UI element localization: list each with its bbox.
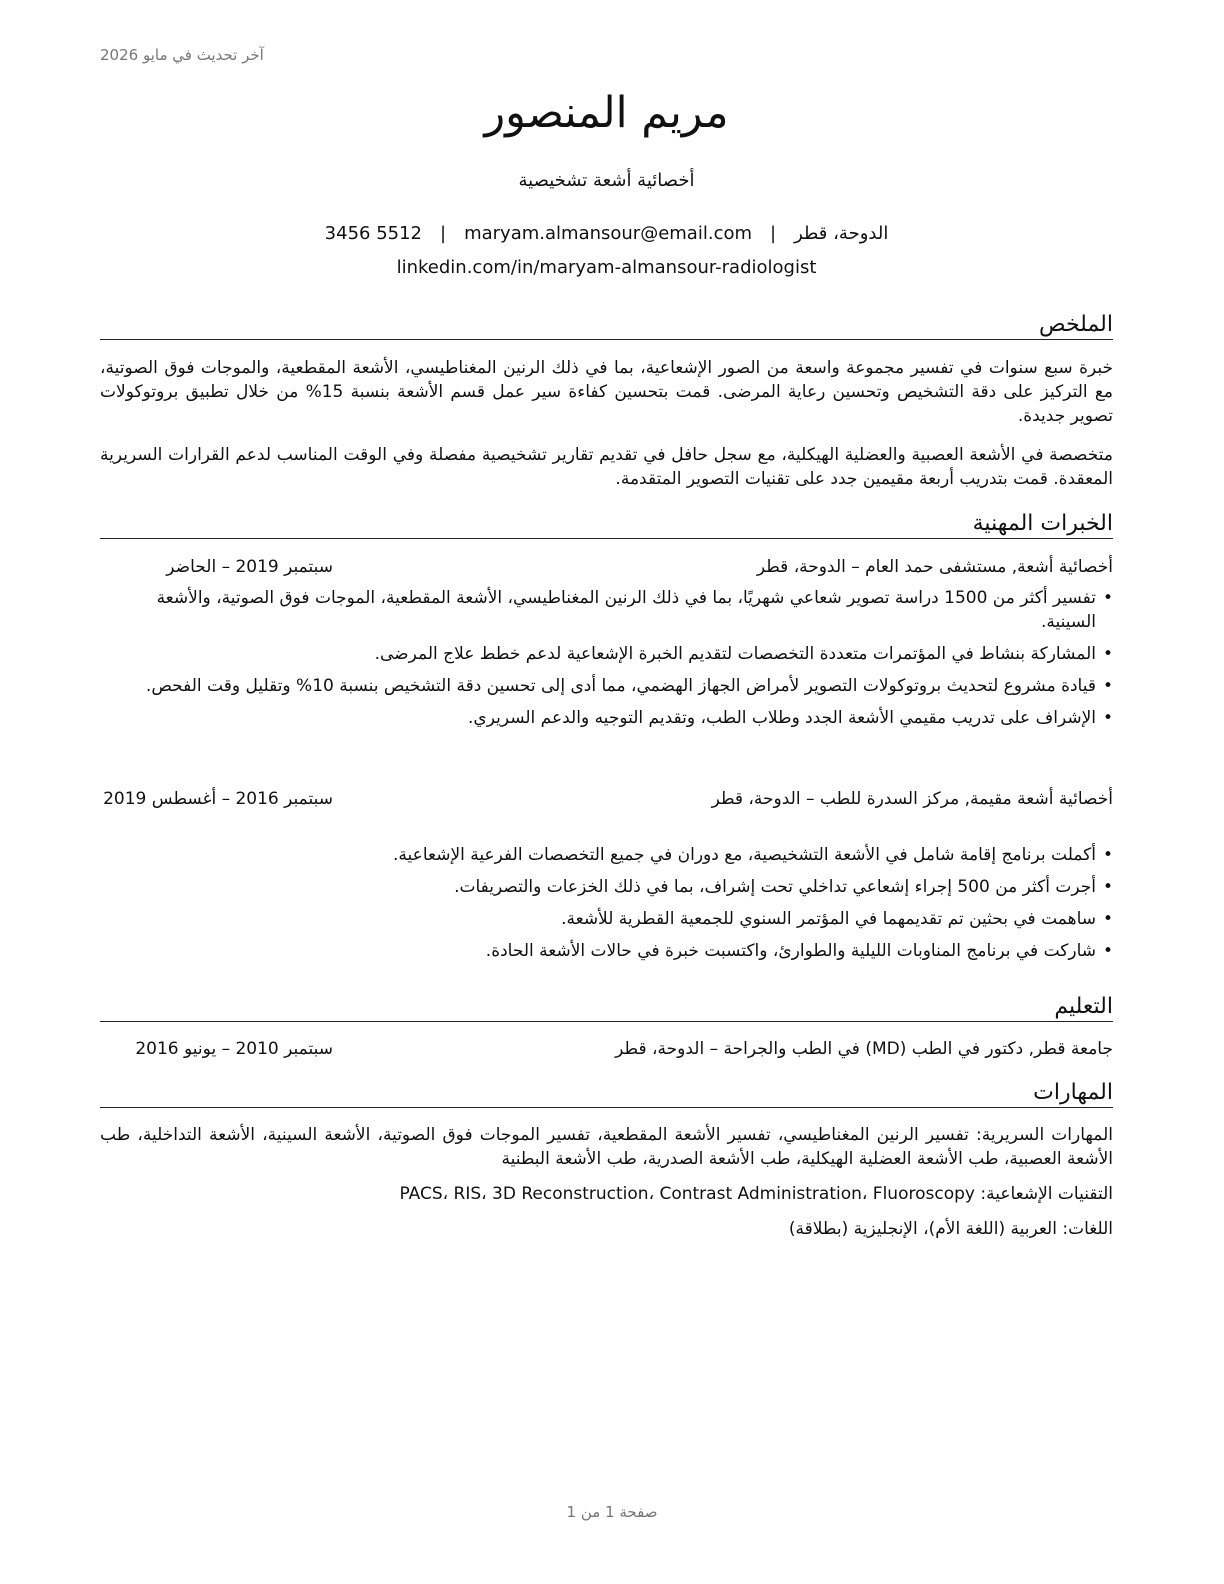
- email-link[interactable]: maryam.almansour@email.com: [464, 223, 753, 244]
- section-title-summary: الملخص: [100, 311, 1113, 340]
- list-item: • قيادة مشروع لتحديث بروتوكولات التصوير لأمراض الجهاز الهضمي، مما أدى إلى تحسين دقة التشخيص بنسبة 10% وتقليل وقت الفحص.: [100, 674, 1113, 698]
- skills-languages: اللغات: العربية (اللغة الأم)، الإنجليزية (بطلاقة): [788, 1219, 1113, 1239]
- section-title-skills: المهارات: [100, 1079, 1113, 1108]
- degree: جامعة قطر, دكتور في الطب (MD) في الطب والجراحة – الدوحة، قطر: [615, 1039, 1113, 1059]
- phone-number: 3456 5512: [324, 223, 423, 244]
- list-item: • شاركت في برنامج المناوبات الليلية والطوارئ، واكتسبت خبرة في حالات الأشعة الحادة.: [100, 939, 1113, 963]
- summary-paragraph-2: متخصصة في الأشعة العصبية والعضلية الهيكلية، مع سجل حافل في تقديم تقارير تشخيصية مفصلة وفي الوقت المناسب لدعم القرارات السريرية المعقدة. قمت بتدريب أربعة مقيمين جدد على تقنيات التصوير المتقدمة.: [100, 445, 1113, 489]
- linkedin-link[interactable]: linkedin.com/in/maryam-almansour-radiologist: [396, 257, 817, 278]
- summary-paragraph-1: خبرة سبع سنوات في تفسير مجموعة واسعة من الصور الإشعاعية، بما في ذلك الرنين المغناطيسي، الأشعة المقطعية، والموجات فوق الصوتية، مع التركيز على دقة التشخيص وتحسين رعاية المرضى. قمت بتحسين كفاءة سير عمل قسم الأشعة بنسبة 15% من خلال تطبيق بروتوكولات تصوير جديدة.: [100, 358, 1114, 426]
- separator: |: [770, 223, 777, 244]
- separator: |: [440, 223, 447, 244]
- job-date: سبتمبر 2019 – الحاضر: [166, 557, 333, 577]
- job-title: أخصائية أشعة, مستشفى حمد العام – الدوحة، قطر: [756, 557, 1113, 577]
- last-updated-note: آخر تحديث في مايو 2026: [100, 46, 264, 64]
- candidate-title: أخصائية أشعة تشخيصية: [518, 170, 695, 191]
- skills-technical: التقنيات الإشعاعية: PACS، RIS، 3D Reconstruction، Contrast Administration، Fluoroscopy: [399, 1184, 1113, 1204]
- list-item: • ساهمت في بحثين تم تقديمهما في المؤتمر السنوي للجمعية القطرية للأشعة.: [100, 907, 1113, 931]
- section-title-experience: الخبرات المهنية: [100, 510, 1113, 539]
- job-bullets: [100, 843, 1113, 971]
- section-title-education: التعليم: [100, 993, 1113, 1022]
- candidate-name: مريم المنصور: [484, 88, 729, 138]
- education-date: سبتمبر 2010 – يونيو 2016: [135, 1039, 333, 1059]
- list-item: • المشاركة بنشاط في المؤتمرات متعددة التخصصات لتقديم الخبرة الإشعاعية لدعم خطط علاج المرضى.: [100, 642, 1113, 666]
- list-item: • أجرت أكثر من 500 إجراء إشعاعي تداخلي تحت إشراف، بما في ذلك الخزعات والتصريفات.: [100, 875, 1113, 899]
- location: الدوحة، قطر: [794, 223, 889, 244]
- page-number: صفحة 1 من 1: [566, 1503, 658, 1521]
- contact-line: [100, 223, 1113, 244]
- skills-clinical: المهارات السريرية: تفسير الرنين المغناطيسي، تفسير الأشعة المقطعية، تفسير الموجات فوق الصوتية، الأشعة السينية، الأشعة التداخلية، طب الأشعة العصبية، طب الأشعة العضلية الهيكلية، طب الأشعة الصدرية، طب الأشعة البطنية: [100, 1125, 1113, 1169]
- list-item: • أكملت برنامج إقامة شامل في الأشعة التشخيصية، مع دوران في جميع التخصصات الفرعية الإشعاعية.: [100, 843, 1113, 867]
- job-title: أخصائية أشعة مقيمة, مركز السدرة للطب – الدوحة، قطر: [711, 789, 1113, 809]
- job-bullets: [100, 586, 1113, 738]
- job-date: سبتمبر 2016 – أغسطس 2019: [103, 789, 333, 809]
- list-item: • تفسير أكثر من 1500 دراسة تصوير شعاعي شهريًا، بما في ذلك الرنين المغناطيسي، الأشعة المقطعية، الموجات فوق الصوتية، والأشعة السينية.: [100, 586, 1113, 634]
- list-item: • الإشراف على تدريب مقيمي الأشعة الجدد وطلاب الطب، وتقديم التوجيه والدعم السريري.: [100, 706, 1113, 730]
